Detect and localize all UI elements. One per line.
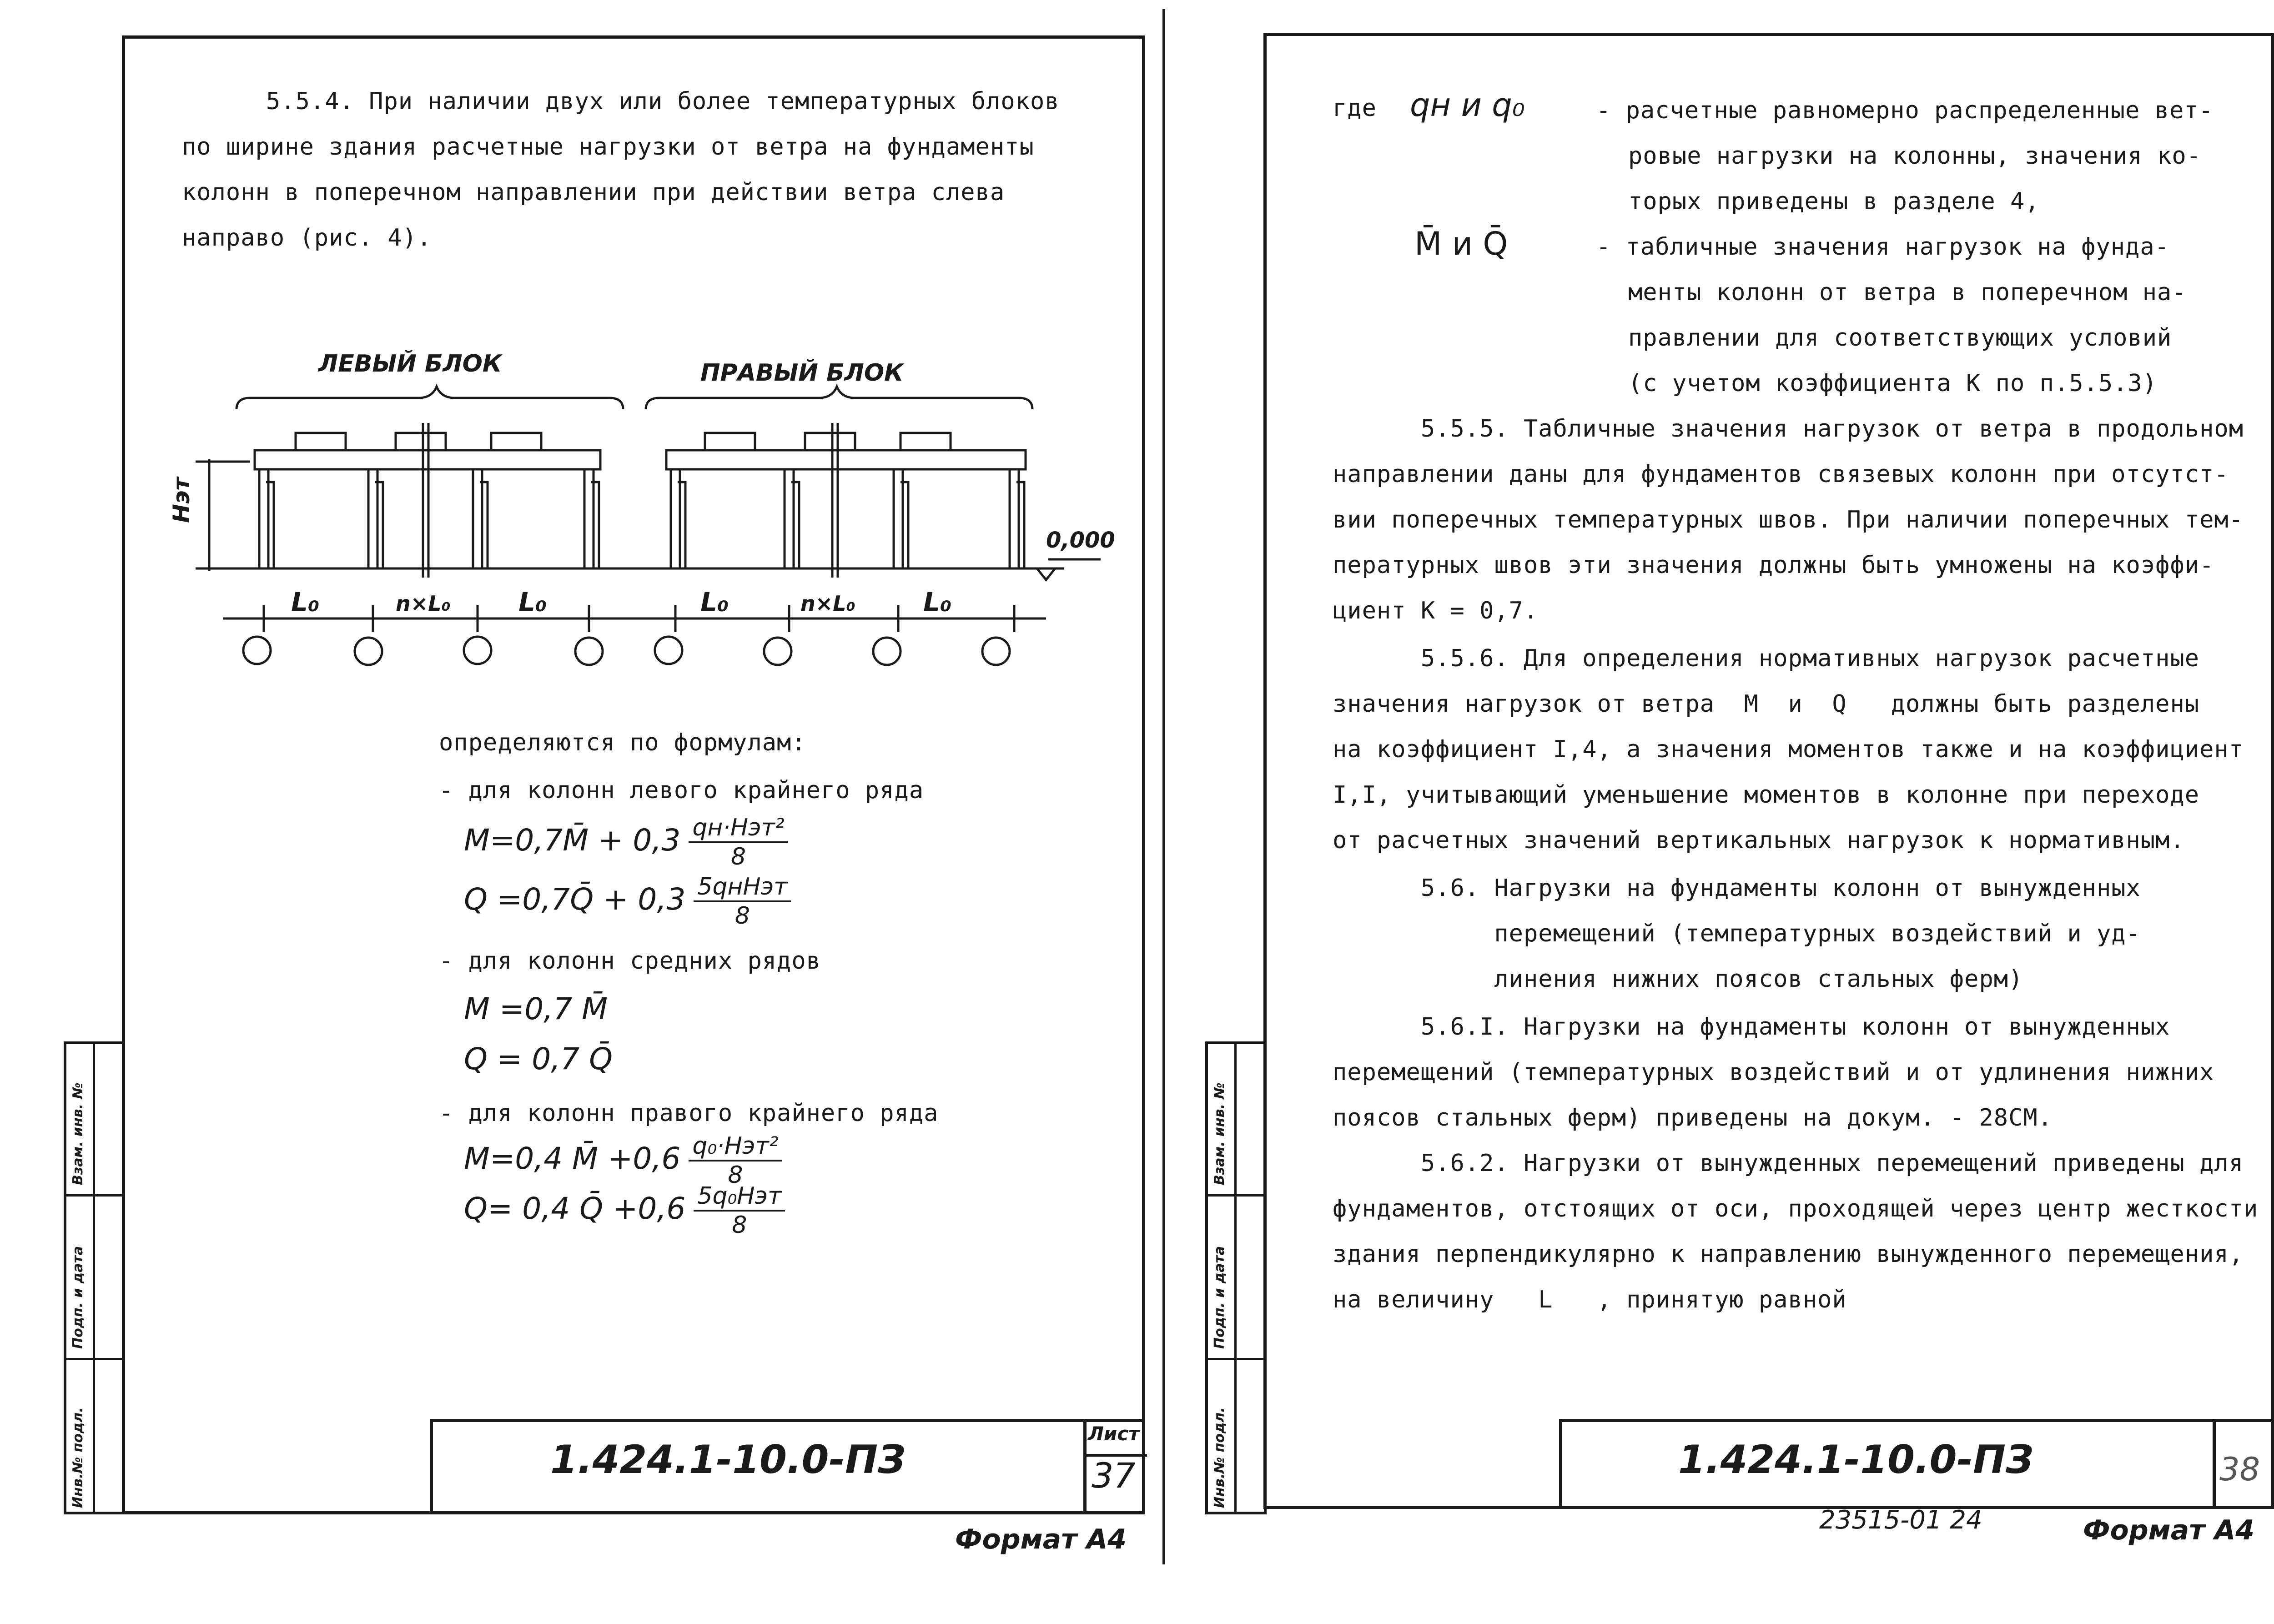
- formula-left-M: M=0,7M̄ + 0,3 $\frac{\text{qн·Нэт²}}{8}$: [464, 814, 788, 870]
- paragraph-line: по ширине здания расчетные нагрузки от ветра на фундаменты: [182, 133, 1034, 161]
- where-text-line: менты колонн от ветра в поперечном на-: [1628, 279, 2187, 306]
- formula-left-Q: Q =0,7Q̄ + 0,3 $\frac{\text{5qнНэт}}{8}$: [464, 873, 791, 930]
- left-format-label: Формат А4: [955, 1523, 1127, 1555]
- paragraph-line: 5.5.4. При наличии двух или более температурных блоков: [266, 88, 1060, 115]
- paragraph-line: 5.6.I. Нагрузки на фундаменты колонн от вынужденных: [1333, 1013, 2170, 1041]
- left-sheet-number: 37: [1092, 1455, 1136, 1496]
- paragraph-line: фундаментов, отстоящих от оси, проходящей через центр жесткости: [1333, 1195, 2259, 1222]
- side-stamp-label: Взам. инв. №: [1212, 1082, 1228, 1185]
- formula-right-Q: Q= 0,4 Q̄ +0,6 $\frac{\text{5q₀Нэт}}{8}$: [464, 1182, 785, 1239]
- right-stamp-code: 1.424.1-10.0-ПЗ: [1678, 1437, 2034, 1483]
- span-label: n×L₀: [800, 591, 855, 616]
- side-stamp-label: Подп. и дата: [1212, 1246, 1228, 1349]
- paragraph-line: 5.6. Нагрузки на фундаменты колонн от вынужденных: [1333, 875, 2141, 902]
- paragraph-line: перемещений (температурных воздействий и уд-: [1333, 920, 2141, 947]
- paragraph-line: на коэффициент I,4, а значения моментов также и на коэффициент: [1333, 736, 2244, 763]
- where-text-line: торых приведены в разделе 4,: [1628, 188, 2040, 215]
- paragraph-line: от расчетных значений вертикальных нагрузок к нормативным.: [1333, 827, 2185, 854]
- middle-row-heading: - для колонн средних рядов: [439, 947, 821, 975]
- formula-middle-M: M =0,7 M̄: [464, 991, 608, 1026]
- left-side-stamp: [64, 1041, 125, 1514]
- right-block-label: ПРАВЫЙ БЛОК: [700, 359, 904, 387]
- paragraph-line: здания перпендикулярно к направлению вынужденного перемещения,: [1333, 1241, 2244, 1268]
- paragraph-line: 5.6.2. Нагрузки от вынужденных перемещений приведены для: [1333, 1150, 2244, 1177]
- left-block-label: ЛЕВЫЙ БЛОК: [318, 350, 502, 377]
- formula-right-M: M=0,4 M̄ +0,6 $\frac{\text{q₀·Нэт²}}{8}$: [464, 1132, 782, 1189]
- paragraph-line: циент K = 0,7.: [1333, 597, 1539, 624]
- figure-4-frame-scheme: [155, 332, 1146, 687]
- side-stamp-label: Инв.№ подл.: [1212, 1407, 1228, 1508]
- side-stamp-label: Инв.№ подл.: [70, 1407, 86, 1508]
- where-text-line: - расчетные равномерно распределенные вет-: [1596, 97, 2214, 124]
- paragraph-line: вии поперечных температурных швов. При наличии поперечных тем-: [1333, 506, 2244, 533]
- paragraph-line: перемещений (температурных воздействий и от удлинения нижних: [1333, 1059, 2214, 1086]
- level-label: 0,000: [1046, 528, 1115, 553]
- right-sheet-number: 38: [2219, 1451, 2260, 1488]
- paragraph-line: 5.5.5. Табличные значения нагрузок от ветра в продольном: [1333, 415, 2244, 442]
- paragraph-line: на величину L , принятую равной: [1333, 1286, 1847, 1313]
- formula-middle-Q: Q = 0,7 Q̄: [464, 1041, 613, 1076]
- where-symbols-1: qн и q₀: [1410, 86, 1525, 124]
- where-symbols-2: M̄ и Q̄: [1414, 225, 1508, 262]
- right-row-heading: - для колонн правого крайнего ряда: [439, 1100, 939, 1127]
- span-label: L₀: [700, 587, 729, 618]
- where-text-line: - табличные значения нагрузок на фунда-: [1596, 233, 2169, 261]
- span-label: L₀: [291, 587, 320, 618]
- where-text-line: правлении для соответствующих условий: [1628, 324, 2172, 352]
- paragraph-line: пературных швов эти значения должны быть умножены на коэффи-: [1333, 552, 2214, 579]
- left-sheet-label: Лист: [1088, 1423, 1140, 1445]
- paragraph-line: направо (рис. 4).: [182, 224, 432, 251]
- where-text-line: (с учетом коэффициента K по п.5.5.3): [1628, 370, 2158, 397]
- paragraph-line: 5.5.6. Для определения нормативных нагрузок расчетные: [1333, 645, 2200, 672]
- paragraph-line: колонн в поперечном направлении при действии ветра слева: [182, 179, 1005, 206]
- bottom-code: 23515-01 24: [1819, 1505, 1982, 1535]
- left-page-frame: [122, 35, 1145, 1514]
- span-label: L₀: [518, 587, 547, 618]
- right-format-label: Формат А4: [2083, 1514, 2255, 1546]
- paragraph-line: поясов стальных ферм) приведены на докум. - 28СМ.: [1333, 1104, 2053, 1131]
- page-divider: [1162, 9, 1165, 1564]
- side-stamp-label: Взам. инв. №: [70, 1082, 86, 1185]
- paragraph-line: направлении даны для фундаментов связевых колонн при отсутст-: [1333, 461, 2229, 488]
- span-label: L₀: [923, 587, 952, 618]
- where-text-line: ровые нагрузки на колонны, значения ко-: [1628, 142, 2201, 170]
- height-label: Нэт: [168, 477, 195, 523]
- left-row-heading: - для колонн левого крайнего ряда: [439, 777, 924, 804]
- where-word: где: [1333, 95, 1377, 122]
- right-side-stamp: [1205, 1041, 1267, 1514]
- formulas-intro: определяются по формулам:: [439, 729, 806, 756]
- paragraph-line: линения нижних поясов стальных ферм): [1333, 965, 2023, 993]
- paragraph-line: I,I, учитывающий уменьшение моментов в колонне при переходе: [1333, 781, 2200, 809]
- left-stamp-code: 1.424.1-10.0-ПЗ: [550, 1437, 906, 1483]
- span-label: n×L₀: [396, 591, 451, 616]
- paragraph-line: значения нагрузок от ветра M и Q должны быть разделены: [1333, 690, 2200, 718]
- side-stamp-label: Подп. и дата: [70, 1246, 86, 1349]
